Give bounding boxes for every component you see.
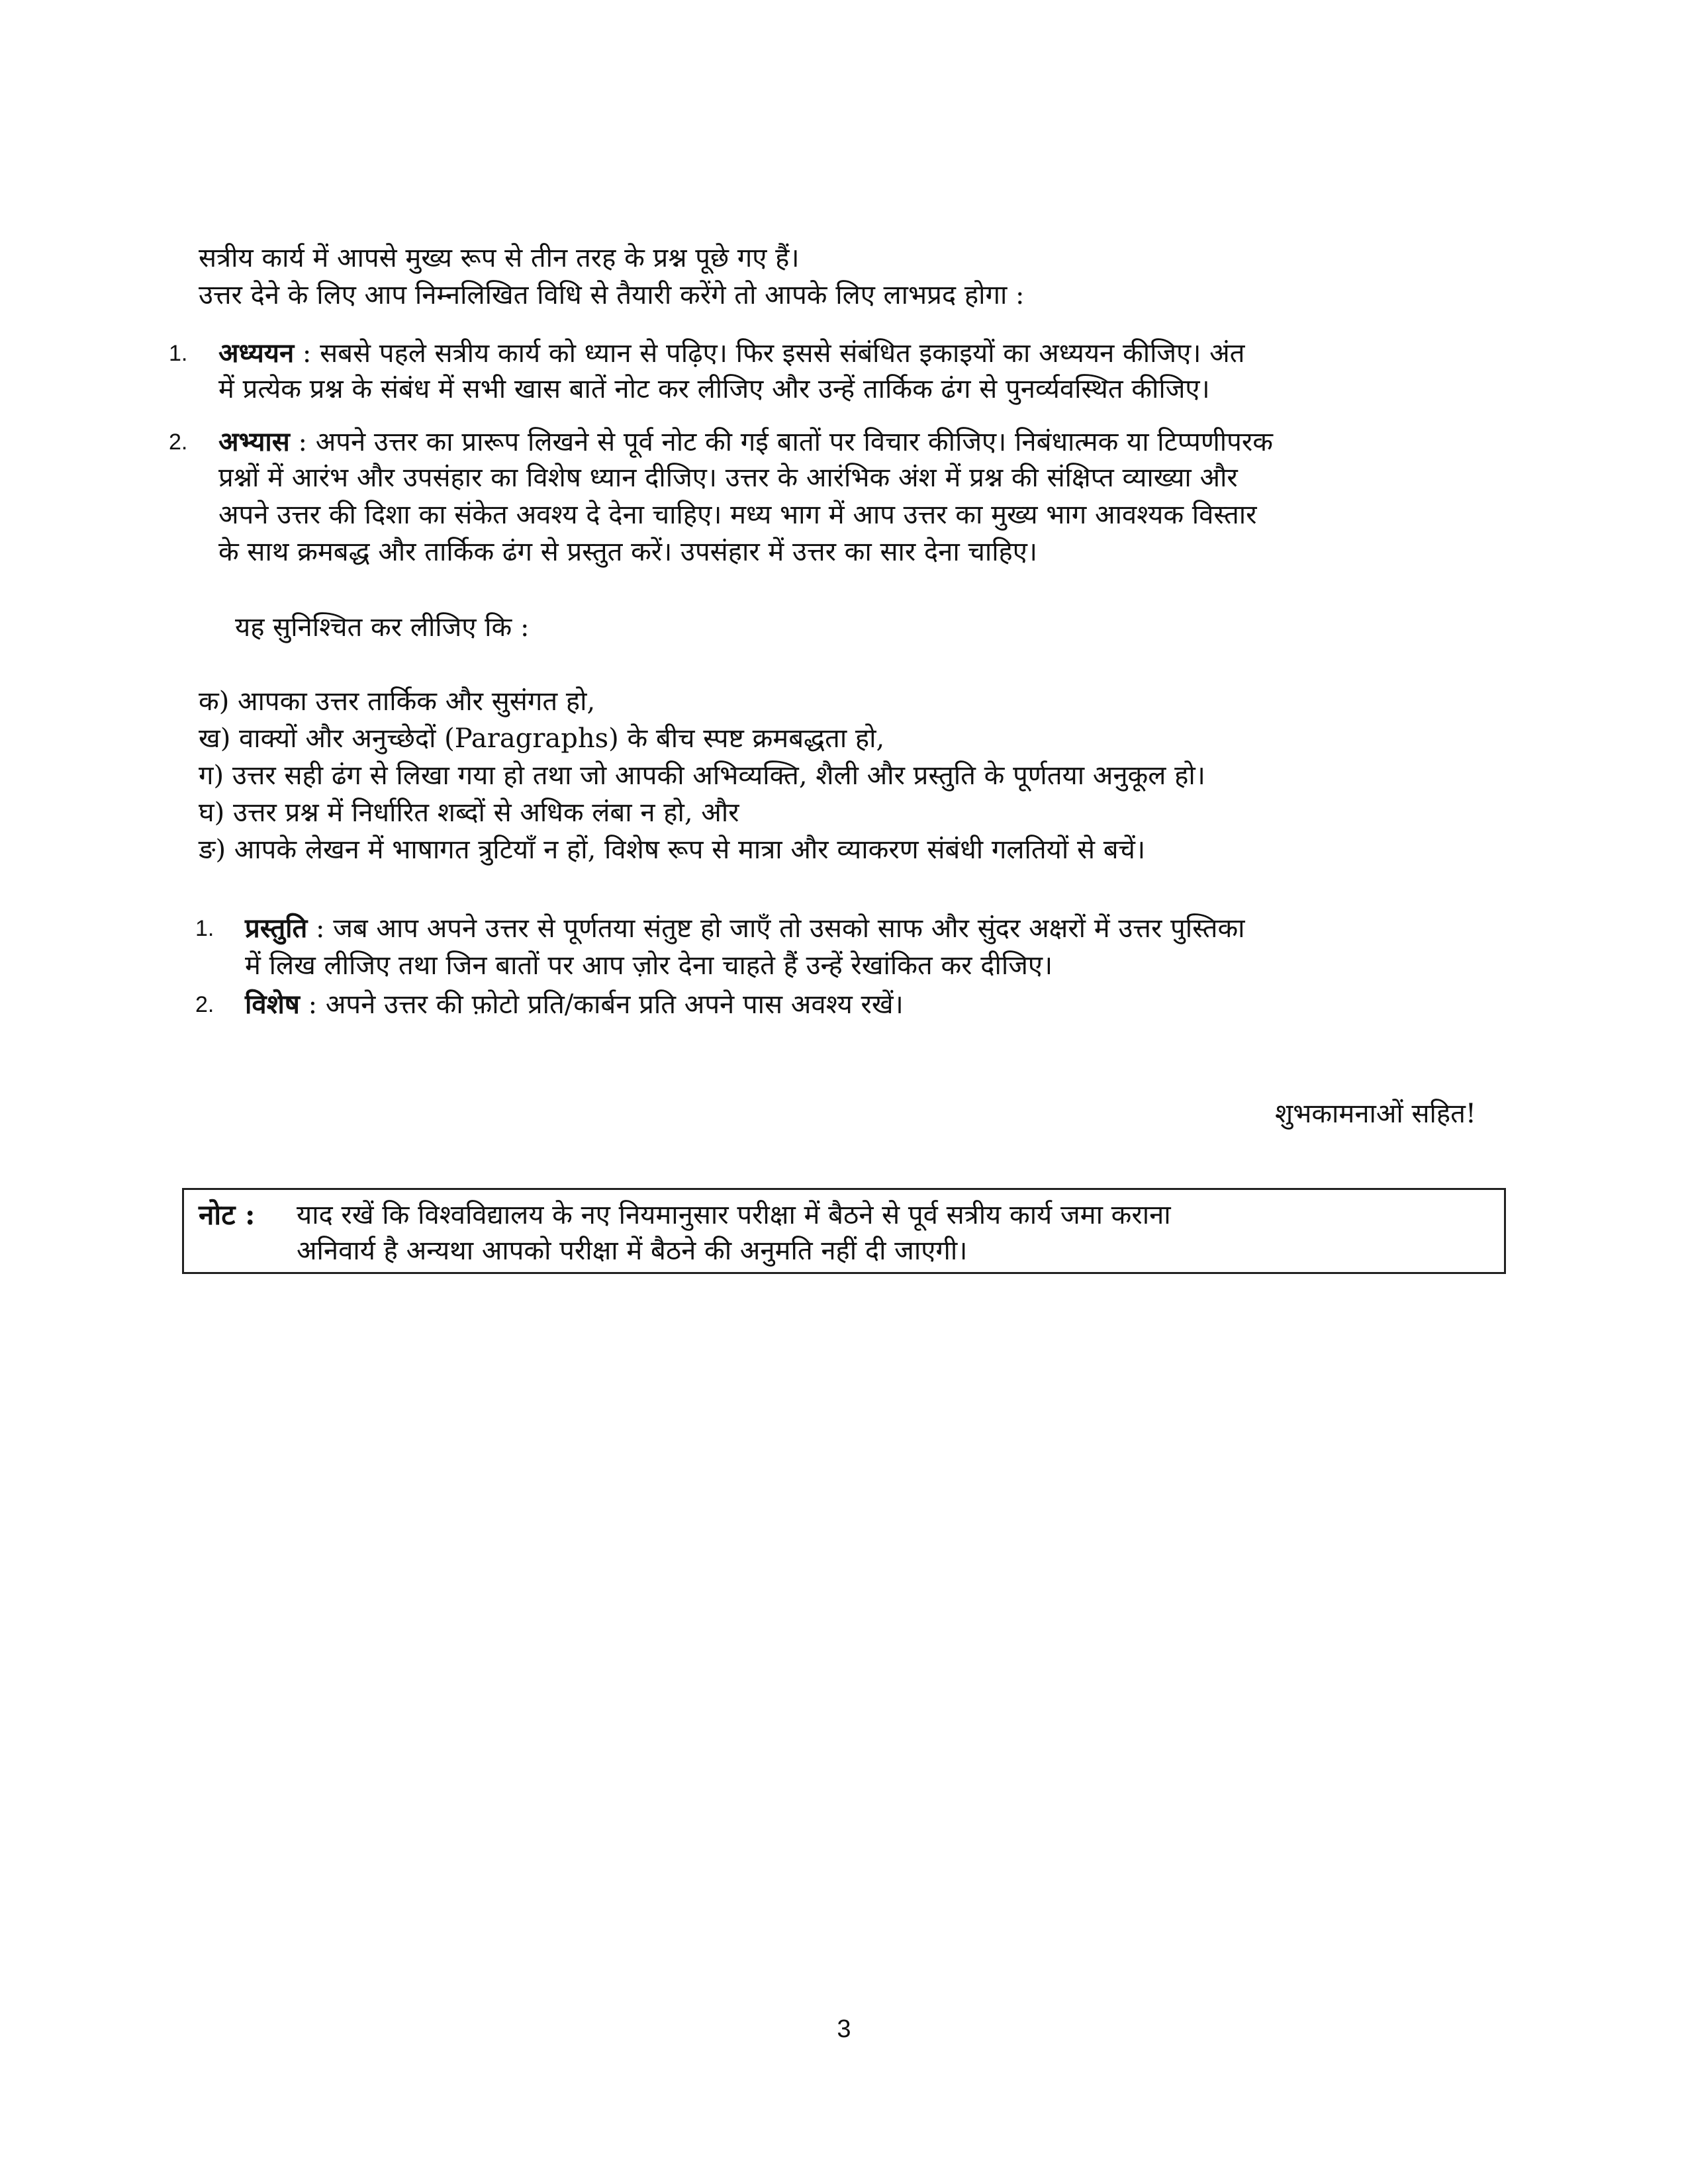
checklist-item-ka: क) आपका उत्तर तार्किक और सुसंगत हो,	[199, 686, 596, 717]
step-2-line-3: अपने उत्तर की दिशा का संकेत अवश्य दे देना चाहिए। मध्य भाग में आप उत्तर का मुख्य भाग आवश्यक विस्तार	[218, 500, 1257, 530]
step-1-heading: अध्ययन	[218, 338, 295, 369]
step-1-line-1	[218, 335, 1503, 372]
step-2-line-2: प्रश्नों में आरंभ और उपसंहार का विशेष ध्यान दीजिए। उत्तर के आरंभिक अंश में प्रश्न की संक्षिप्त व्याख्या और	[218, 463, 1238, 493]
extra-step-2-line-1	[245, 986, 904, 1023]
checklist-item-ga: ग) उत्तर सही ढंग से लिखा गया हो तथा जो आपकी अभिव्यक्ति, शैली और प्रस्तुति के पूर्णतया अनुकूल हो।	[199, 760, 1205, 791]
checklist-item-gha: घ) उत्तर प्रश्न में निर्धारित शब्दों से अधिक लंबा न हो, और	[199, 797, 739, 828]
page-number: 3	[837, 2015, 851, 2043]
note-label: नोट :	[199, 1199, 256, 1231]
intro-line-2: उत्तर देने के लिए आप निम्नलिखित विधि से तैयारी करेंगे तो आपके लिए लाभप्रद होगा :	[199, 280, 1025, 310]
step-2-line-4: के साथ क्रमबद्ध और तार्किक ढंग से प्रस्तुत करें। उपसंहार में उत्तर का सार देना चाहिए।	[218, 537, 1038, 567]
extra-step-1-line-2: में लिख लीजिए तथा जिन बातों पर आप ज़ोर देना चाहते हैं उन्हें रेखांकित कर दीजिए।	[245, 950, 1053, 981]
extra-step-2-text-1: : अपने उत्तर की फ़ोटो प्रति/कार्बन प्रति अपने पास अवश्य रखें।	[299, 989, 904, 1020]
note-line-1: याद रखें कि विश्वविद्यालय के नए नियमानुसार परीक्षा में बैठने से पूर्व सत्रीय कार्य जमा कराना	[297, 1200, 1171, 1230]
step-2-text-1: : अपने उत्तर का प्रारूप लिखने से पूर्व नोट की गई बातों पर विचार कीजिए। निबंधात्मक या टिप्पणीपरक	[289, 427, 1273, 457]
extra-step-2-heading: विशेष	[245, 989, 300, 1020]
intro-line-1: सत्रीय कार्य में आपसे मुख्य रूप से तीन तरह के प्रश्न पूछे गए हैं।	[199, 243, 800, 273]
checklist-item-kha: ख) वाक्यों और अनुच्छेदों (Paragraphs) के बीच स्पष्ट क्रमबद्धता हो,	[199, 723, 885, 754]
note-box	[182, 1188, 1506, 1274]
step-1-line-2: में प्रत्येक प्रश्न के संबंध में सभी खास बातें नोट कर लीजिए और उन्हें तार्किक ढंग से पुनर्व्यवस्थित कीजिए।	[218, 374, 1210, 404]
checklist-item-nga: ङ) आपके लेखन में भाषागत त्रुटियाँ न हों, विशेष रूप से मात्रा और व्याकरण संबंधी गलतियों से बचें।	[199, 835, 1146, 865]
step-2-line-1	[218, 424, 1503, 461]
closing-greeting: शुभकामनाओं सहित!	[1275, 1099, 1476, 1129]
extra-step-1-heading: प्रस्तुति	[245, 913, 308, 944]
extra-step-1-line-1	[245, 910, 1245, 947]
step-2-number: 2.	[169, 430, 188, 455]
extra-step-1-text-1: : जब आप अपने उत्तर से पूर्णतया संतुष्ट हो जाएँ तो उसको साफ और सुंदर अक्षरों में उत्तर पुस्तिका	[307, 913, 1245, 944]
note-line-2: अनिवार्य है अन्यथा आपको परीक्षा में बैठने की अनुमति नहीं दी जाएगी।	[297, 1236, 968, 1266]
step-2-heading: अभ्यास	[218, 426, 290, 457]
extra-step-2-number: 2.	[195, 992, 214, 1017]
ensure-heading: यह सुनिश्चित कर लीजिए कि :	[235, 612, 530, 643]
extra-step-1-number: 1.	[195, 916, 214, 941]
step-1-text-1: : सबसे पहले सत्रीय कार्य को ध्यान से पढ़िए। फिर इससे संबंधित इकाइयों का अध्ययन कीजिए। अंत	[294, 338, 1245, 369]
step-1-number: 1.	[169, 341, 188, 366]
